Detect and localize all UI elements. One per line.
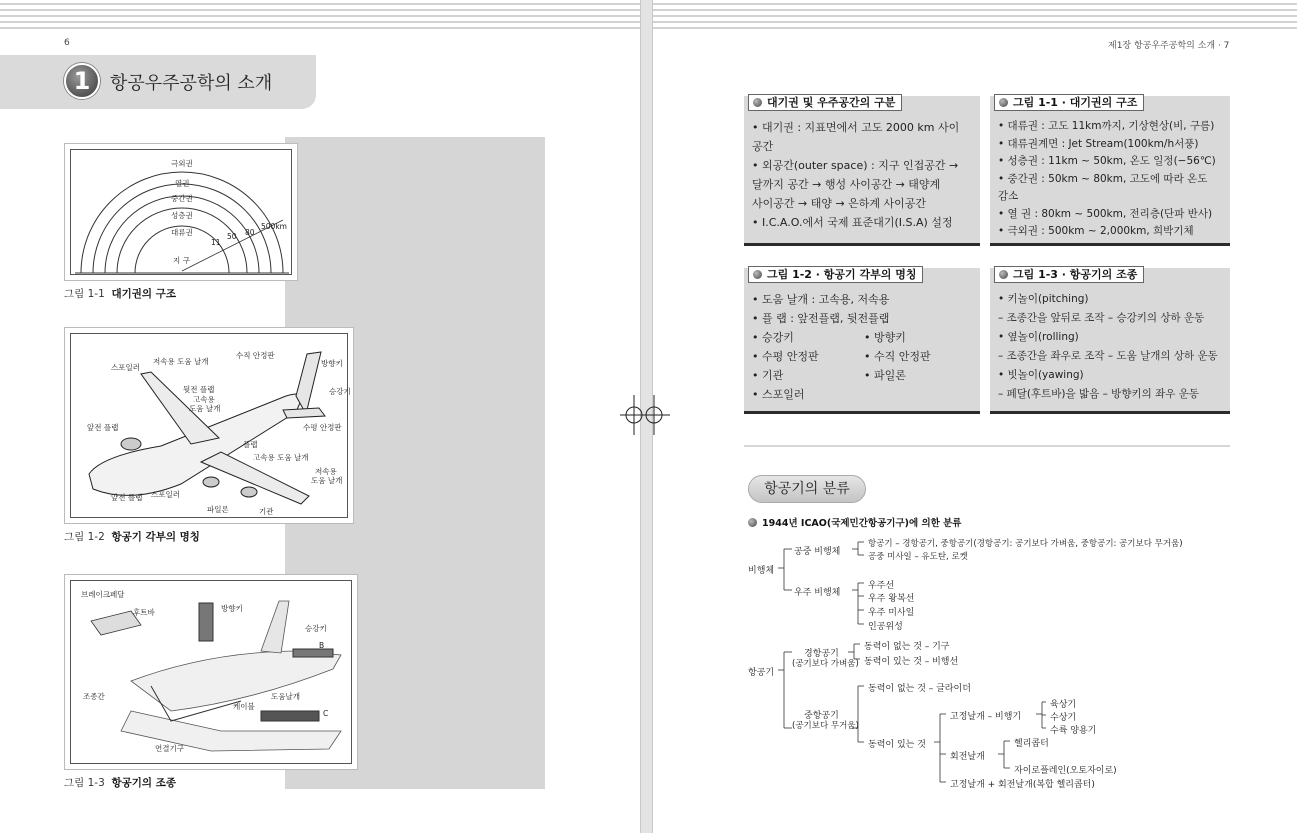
tree-satellite: 인공위성: [868, 622, 903, 632]
bullet-icon: [753, 270, 762, 279]
tree-air-vehicle: 공중 비행체: [794, 547, 841, 557]
label-linkage: 연결기구: [155, 744, 184, 753]
box-atmosphere-space-title: 대기권 및 우주공간의 구분: [748, 94, 902, 111]
box2-line: 감소: [998, 190, 1019, 202]
label-thermosphere: 열권: [175, 179, 190, 188]
box2-line: • 중간권 : 50km ~ 80km, 고도에 따라 온도: [998, 172, 1208, 185]
box4-line: • 빗놀이(yawing): [998, 369, 1084, 381]
label-flap: 플랩: [243, 440, 258, 449]
box1-line: • I.C.A.O.에서 국제 표준대기(I.S.A) 설정: [752, 216, 953, 229]
box2-line: • 대류권 : 고도 11km까지, 기상현상(비, 구름): [998, 120, 1215, 132]
caption-figure-1-2: 그림 1-2 항공기 각부의 명칭: [64, 531, 200, 543]
tree-spaceship: 우주선: [868, 581, 895, 591]
tree-light-unpowered: 동력이 없는 것 – 기구: [864, 642, 950, 652]
box-aircraft-parts: [744, 268, 980, 414]
box3-grid-row: • 스포일러: [752, 388, 805, 401]
label-low-speed-aileron: 저속용 도움 날개: [153, 357, 209, 366]
label-spoiler-bottom: 스포일러: [151, 490, 180, 499]
label-high-speed: 고속용: [193, 395, 215, 404]
right-page-header: 제1장 항공우주공학의 소개 · 7: [1108, 41, 1230, 51]
box4-line: – 페달(후트바)을 밟음 – 방향키의 좌우 운동: [998, 388, 1200, 400]
label-trailing-flap: 뒷전 플랩: [183, 385, 215, 394]
label-aileron: 도움날개: [271, 692, 300, 701]
tree-seaplane: 수상기: [1050, 713, 1077, 723]
box1-line: 사이공간 → 태양 → 은하계 사이공간: [752, 197, 927, 210]
tree-land-plane: 육상기: [1050, 700, 1077, 710]
label-11: 11: [211, 238, 221, 247]
section-title: 항공기의 분류: [748, 475, 866, 503]
label-earth: 지 구: [173, 256, 190, 265]
tree-amphibian: 수륙 양용기: [1050, 726, 1097, 736]
label-exosphere: 극외권: [171, 159, 193, 168]
tree-light-powered: 동력이 있는 것 – 비행선: [864, 657, 959, 667]
tree-space-vehicle: 우주 비행체: [794, 588, 841, 598]
tree-helicopter: 헬리콥터: [1014, 739, 1049, 749]
label-low-speed: 저속용: [315, 467, 337, 476]
box4-line: • 키놀이(pitching): [998, 293, 1089, 305]
figure-atmosphere: [64, 143, 298, 281]
box-atmosphere-space: [744, 96, 980, 246]
tree-compound-helicopter: 고정날개 + 회전날개(복합 헬리콥터): [950, 780, 1095, 790]
label-spoiler-top: 스포일러: [111, 363, 140, 372]
tree-light-aircraft-sub: (공기보다 가벼움): [792, 659, 859, 669]
label-vertical-stabilizer: 수직 안정판: [236, 351, 275, 360]
box1-line: 달까지 공간 → 행성 사이공간 → 태양계: [752, 178, 941, 191]
chapter-title: 항공우주공학의 소개: [110, 73, 273, 94]
label-pylon: 파일론: [207, 505, 229, 514]
label-high-speed-aileron: 고속용 도움 날개: [253, 453, 309, 462]
box3-line: • 도움 날개 : 고속용, 저속용: [752, 293, 890, 306]
bullet-icon: [999, 98, 1008, 107]
tree-space-missile: 우주 미사일: [868, 608, 915, 618]
figure-aircraft-control: [64, 574, 358, 770]
label-leading-flap-top: 앞전 플랩: [87, 423, 119, 432]
figure-aircraft-parts: [64, 327, 354, 524]
box2-line: • 대류권계면 : Jet Stream(100km/h서풍): [998, 137, 1199, 150]
box4-line: – 조종간을 앞뒤로 조작 – 승강키의 상하 운동: [998, 312, 1205, 324]
box-aircraft-parts-title: 그림 1-2 · 항공기 각부의 명칭: [748, 266, 923, 283]
label-mesosphere: 중간권: [171, 194, 193, 203]
box3-grid-row: • 승강키 • 방향키: [752, 331, 906, 344]
tree-heavy-aircraft-sub: (공기보다 무거움): [792, 721, 859, 731]
tree-gyroplane: 자이로플레인(오토자이로): [1014, 766, 1117, 776]
box1-line: • 외공간(outer space) : 지구 인접공간 →: [752, 159, 959, 172]
box3-line: • 플 랩 : 앞전플랩, 뒷전플랩: [752, 312, 890, 325]
chapter-number-badge: 1: [64, 63, 100, 99]
tree-aircraft-vehicle: 비행체: [748, 566, 775, 576]
label-control-stick: 조종간: [83, 692, 105, 701]
left-page-number: 6: [64, 38, 70, 48]
label-engine: 기관: [259, 507, 274, 516]
box3-grid-row: • 기관 • 파일론: [752, 369, 906, 382]
label-cable: 케이블: [233, 702, 255, 711]
tree-space-shuttle: 우주 왕복선: [868, 594, 915, 604]
bullet-icon: [748, 518, 757, 527]
box1-line: 공간: [752, 140, 774, 153]
box4-line: • 옆놀이(rolling): [998, 331, 1079, 343]
label-elevator: 승강키: [305, 624, 327, 633]
box-atmosphere-structure-title: 그림 1-1 · 대기권의 구조: [994, 94, 1144, 111]
tree-air-missile: 공중 미사일 – 유도탄, 로켓: [868, 552, 968, 562]
tree-heavy-aircraft: 중항공기: [804, 711, 839, 721]
control-diagram: [71, 581, 353, 765]
box-aircraft-control-title: 그림 1-3 · 항공기의 조종: [994, 266, 1144, 283]
label-troposphere: 대류권: [171, 228, 193, 237]
box-atmosphere-structure: [990, 96, 1230, 246]
label-foot-bar: 후트바: [133, 608, 155, 617]
caption-figure-1-1: 그림 1-1 대기권의 구조: [64, 288, 176, 300]
label-elevator: 승강기: [329, 387, 351, 396]
divider: [744, 445, 1230, 447]
label-leading-flap-bottom: 앞전 플랩: [111, 493, 143, 502]
label-b: B: [319, 641, 325, 650]
registration-mark-icon: [620, 390, 670, 440]
box2-line: • 열 권 : 80km ~ 500km, 전리층(단파 반사): [998, 207, 1213, 220]
caption-figure-1-3: 그림 1-3 항공기의 조종: [64, 777, 176, 789]
box1-line: • 대기권 : 지표면에서 고도 2000 km 사이: [752, 121, 960, 134]
label-rudder: 방향키: [221, 604, 243, 613]
tree-heavy-unpowered: 동력이 없는 것 – 글라이더: [868, 684, 971, 694]
bullet-icon: [999, 270, 1008, 279]
tree-aircraft: 항공기: [748, 668, 775, 678]
label-horizontal-stabilizer: 수평 안정판: [303, 423, 342, 432]
tree-heavy-powered: 동력이 있는 것: [868, 740, 926, 750]
box3-grid-row: • 수평 안정판 • 수직 안정판: [752, 350, 931, 363]
label-c: C: [323, 709, 329, 718]
box-aircraft-control: [990, 268, 1230, 414]
label-80: 80: [245, 228, 255, 237]
label-brake-pedal: 브레이크페달: [81, 590, 125, 599]
tree-rotary-wing: 회전날개: [950, 752, 985, 762]
label-stratosphere: 성층권: [171, 211, 193, 220]
box4-line: – 조종간을 좌우로 조작 – 도움 날개의 상하 운동: [998, 350, 1218, 362]
subsection-title: 1944년 ICAO(국제민간항공기구)에 의한 분류: [748, 515, 961, 529]
bullet-icon: [753, 98, 762, 107]
label-500km: 500km: [261, 222, 287, 231]
label-50: 50: [227, 232, 237, 241]
label-rudder: 방향키: [321, 359, 343, 368]
tree-light-aircraft: 경항공기: [804, 649, 839, 659]
box2-line: • 극외권 : 500km ~ 2,000km, 희박기체: [998, 225, 1194, 237]
tree-fixed-wing: 고정날개 – 비행기: [950, 712, 1022, 722]
label-aileron: 도움 날개: [189, 404, 221, 413]
label-aileron-2: 도움 날개: [311, 476, 343, 485]
tree-aircraft-types: 항공기 – 경항공기, 중항공기(경항공기: 공기보다 가벼움, 중항공기: 공기보다 무거움): [868, 539, 1183, 549]
box2-line: • 성층권 : 11km ~ 50km, 온도 일정(−56℃): [998, 155, 1216, 167]
